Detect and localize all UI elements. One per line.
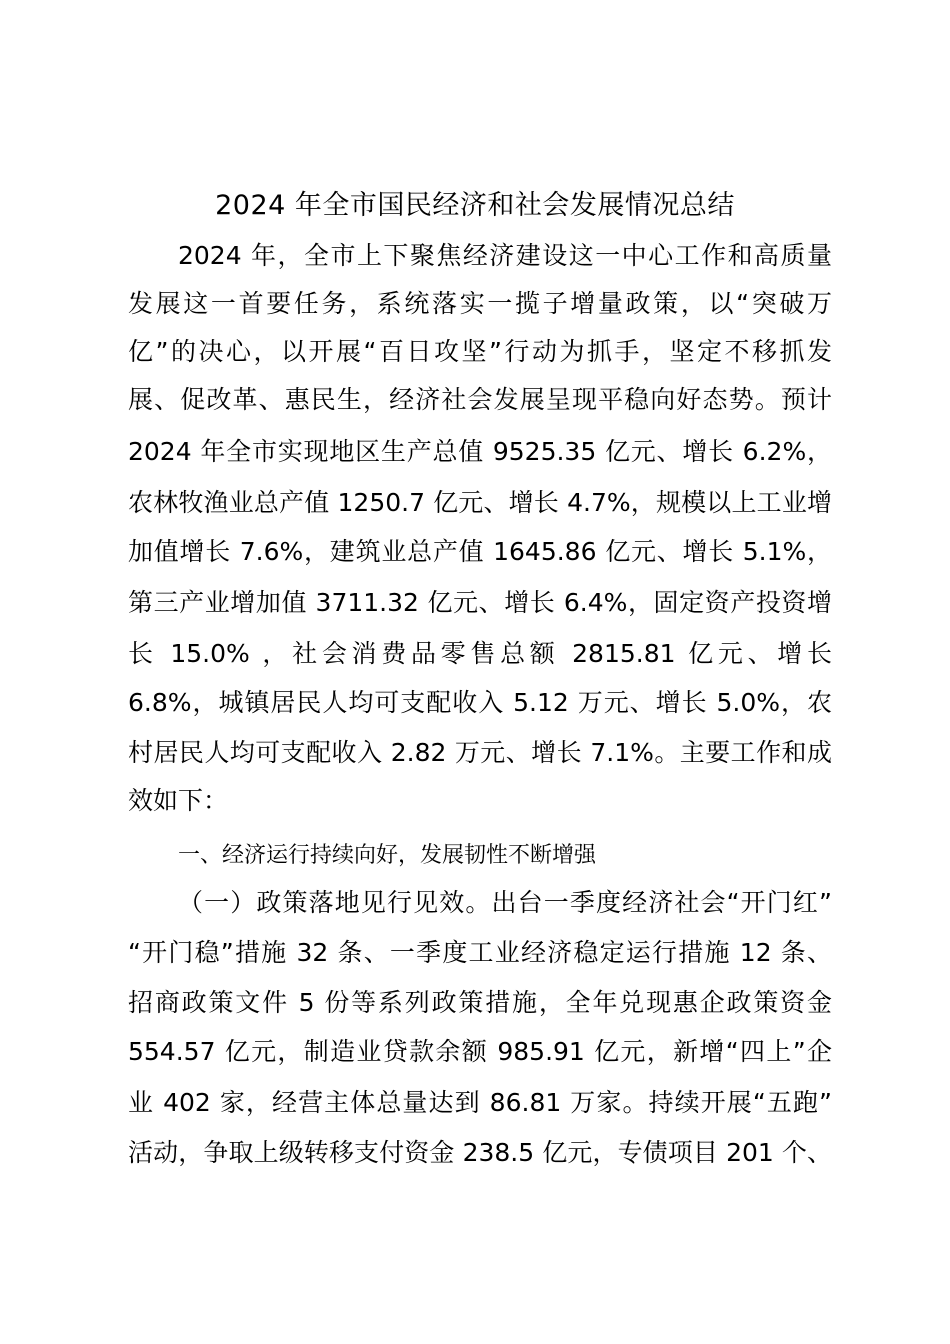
paragraph-line: 招商政策文件 5 份等系列政策措施，全年兑现惠企政策资金: [128, 988, 832, 1017]
paragraph-line: 发展这一首要任务，系统落实一揽子增量政策，以“突破万: [128, 289, 832, 318]
paragraph-line: 农林牧渔业总产值 1250.7 亿元、增长 4.7%，规模以上工业增: [128, 488, 832, 517]
paragraph-line: 效如下：: [128, 786, 229, 815]
paragraph-line: 亿”的决心，以开展“百日攻坚”行动为抓手，坚定不移抓发: [128, 337, 832, 366]
paragraph-line: 活动，争取上级转移支付资金 238.5 亿元，专债项目 201 个、: [128, 1138, 832, 1167]
paragraph-line: 村居民人均可支配收入 2.82 万元、增长 7.1%。主要工作和成: [128, 738, 832, 767]
paragraph-line: 长 15.0% ，社会消费品零售总额 2815.81 亿元、增长: [128, 639, 832, 668]
paragraph-line: 554.57 亿元，制造业贷款余额 985.91 亿元，新增“四上”企: [128, 1037, 832, 1066]
paragraph-line: 业 402 家，经营主体总量达到 86.81 万家。持续开展“五跑”: [128, 1088, 832, 1117]
paragraph-line: 第三产业增加值 3711.32 亿元、增长 6.4%，固定资产投资增: [128, 588, 832, 617]
paragraph-line: 6.8%，城镇居民人均可支配收入 5.12 万元、增长 5.0%，农: [128, 688, 832, 717]
paragraph-line: 展、促改革、惠民生，经济社会发展呈现平稳向好态势。预计: [128, 385, 832, 414]
paragraph-line: （一）政策落地见行见效。出台一季度经济社会“开门红”: [178, 888, 832, 917]
paragraph-line: 2024 年全市实现地区生产总值 9525.35 亿元、增长 6.2%，: [128, 437, 832, 466]
section-heading: 一、经济运行持续向好，发展韧性不断增强: [178, 843, 597, 868]
paragraph-line: 2024 年，全市上下聚焦经济建设这一中心工作和高质量: [178, 241, 832, 270]
paragraph-line: “开门稳”措施 32 条、一季度工业经济稳定运行措施 12 条、: [128, 938, 832, 967]
paragraph-line: 加值增长 7.6%，建筑业总产值 1645.86 亿元、增长 5.1%，: [128, 537, 832, 566]
document-title: 2024 年全市国民经济和社会发展情况总结: [215, 190, 735, 221]
